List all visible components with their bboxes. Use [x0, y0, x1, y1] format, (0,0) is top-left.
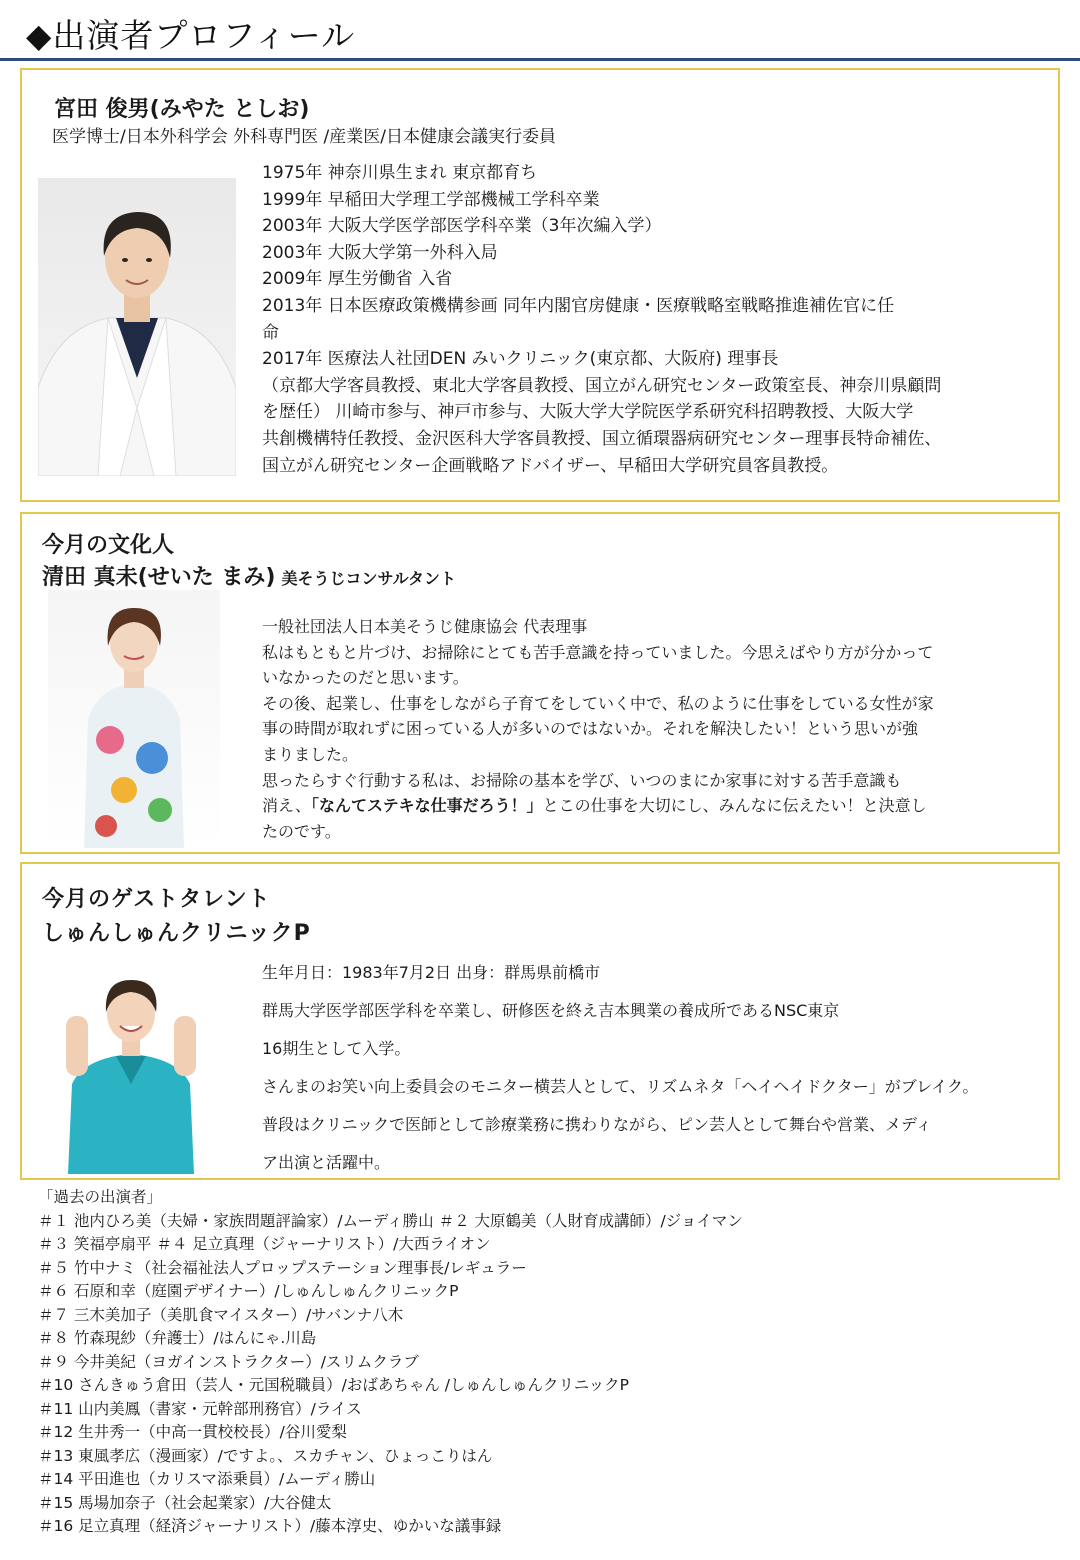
description-line: 生年月日：1983年7月2日 出身：群馬県前橋市 [262, 963, 601, 982]
woman-portrait-illustration [48, 590, 220, 848]
bio-line: 2013年 日本医療政策機構参画 同年内閣官房健康・医療戦略室戦略推進補佐官に任 [262, 295, 895, 316]
page-header [0, 0, 1080, 62]
list-item: ＃15 馬場加奈子（社会起業家）/大谷健太 [38, 1493, 332, 1512]
description-line: ア出演と活躍中。 [262, 1153, 391, 1172]
profile-card-miyata [20, 68, 1060, 502]
performer-name-line [42, 560, 456, 591]
list-item: ＃14 平田進也（カリスマ添乗員）/ムーディ勝山 [38, 1470, 376, 1488]
portrait-photo-miyata [38, 178, 236, 476]
performer-name: 清田 真未(せいた まみ) [42, 565, 276, 590]
bio-line: 1999年 早稲田大学理工学部機械工学科卒業 [262, 189, 600, 210]
bio-line: 2009年 厚生労働省 入省 [262, 269, 453, 290]
description-line: たのです。 [262, 821, 341, 841]
list-item: ＃13 東風孝広（漫画家）/ですよ。、スカチャン、ひょっこりはん [38, 1446, 493, 1465]
bio-line: 共創機構特任教授、金沢医科大学客員教授、国立循環器病研究センター理事長特命補佐、 [262, 428, 942, 449]
description-line: 私はもともと片づけ、お掃除にとても苦手意識を持っていました。今思えばやり方が分かって [262, 642, 934, 662]
description-line: まりました。 [262, 744, 359, 764]
bio-line: 1975年 神奈川県生まれ 東京都育ち [262, 163, 538, 183]
description-line [262, 793, 1022, 819]
list-item: ＃７ 三木美加子（美肌食マイスター）/サバンナ八木 [38, 1305, 404, 1324]
list-item: ＃５ 竹中ナミ（社会福祉法人プロップステーション理事長/レギュラー [38, 1258, 527, 1277]
bio-line: 2003年 大阪大学第一外科入局 [262, 242, 498, 263]
profile-description [262, 614, 1022, 844]
list-item: ＃12 生井秀一（中高一貫校校長）/谷川愛梨 [38, 1423, 347, 1441]
bio-line: 2003年 大阪大学医学部医学科卒業（3年次編入学） [262, 216, 662, 237]
bio-line: 国立がん研究センター企画戦略アドバイザー、早稲田大学研究員客員教授。 [262, 455, 839, 476]
list-item: ＃９ 今井美紀（ヨガインストラクター）/スリムクラブ [38, 1352, 419, 1371]
section-heading: 今月のゲストタレント [42, 887, 271, 912]
description-line: いなかったのだと思います。 [262, 668, 469, 688]
description-line: 普段はクリニックで医師として診療業務に携わりながら、ピン芸人として舞台や営業、メディ [262, 1115, 932, 1134]
list-item: ＃11 山内美鳳（書家・元幹部刑務官）/ライス [38, 1399, 362, 1418]
list-item: ＃16 足立真理（経済ジャーナリスト）/藤本淳史、ゆかいな議事録 [38, 1517, 502, 1535]
page-title: ◆出演者プロフィール [26, 16, 356, 55]
portrait-photo-seita [48, 590, 220, 848]
profile-card-shunshun [20, 862, 1060, 1180]
bio-line: を歴任） 川崎市参与、神戸市参与、大阪大学大学院医学系研究科招聘教授、大阪大学 [262, 402, 914, 423]
past-performers-list [38, 1186, 1058, 1539]
biography-timeline [262, 160, 1057, 479]
bio-line: （京都大学客員教授、東北大学客員教授、国立がん研究センター政策室長、神奈川県顧問 [262, 375, 942, 396]
description-line: さんまのお笑い向上委員会のモニター横芸人として、リズムネタ「ヘイヘイドクター」がブレイク。 [262, 1077, 979, 1096]
emphasis-quote: 「なんてステキな仕事だろう！」 [310, 796, 543, 816]
profile-description [262, 954, 1042, 1182]
performer-name: しゅんしゅんクリニックP [42, 921, 311, 946]
section-heading: 今月の文化人 [42, 533, 175, 558]
description-line: 16期生として入学。 [262, 1039, 411, 1058]
description-line: 群馬大学医学部医学科を卒業し、研修医を終え吉本興業の養成所であるNSC東京 [262, 1001, 840, 1020]
past-performers-heading: 「過去の出演者」 [38, 1188, 163, 1206]
description-line: その後、起業し、仕事をしながら子育てをしていく中で、私のように仕事をしている女性が家 [262, 693, 934, 713]
list-item: ＃８ 竹森現紗（弁護士）/はんにゃ.川島 [38, 1329, 317, 1347]
performer-role: 美そうじコンサルタント [281, 569, 456, 588]
text-segment: とこの仕事を大切にし、みんなに伝えたい！と決意し [542, 796, 927, 816]
profile-card-seita [20, 512, 1060, 854]
list-item: ＃６ 石原和幸（庭園デザイナー）/しゅんしゅんクリニックP [38, 1282, 459, 1300]
description-line: 一般社団法人日本美そうじ健康協会 代表理事 [262, 617, 588, 636]
comedian-portrait-illustration [58, 954, 204, 1174]
list-item: ＃10 さんきゅう倉田（芸人・元国税職員）/おばあちゃん /しゅんしゅんクリニックP [38, 1376, 629, 1394]
portrait-photo-shunshun [58, 954, 204, 1174]
performer-name: 宮田 俊男(みやた としお) [54, 97, 310, 122]
bio-line: 命 [262, 322, 279, 343]
title-divider [0, 58, 1080, 61]
description-line: 事の時間が取れずに困っている人が多いのではないか。それを解決したい！という思いが強 [262, 719, 919, 739]
doctor-portrait-illustration [38, 178, 236, 476]
list-item: ＃１ 池内ひろ美（夫婦・家族問題評論家）/ムーディ勝山 ＃２ 大原鶴美（人財育成講師）/ジョイマン [38, 1211, 743, 1230]
description-line: 思ったらすぐ行動する私は、お掃除の基本を学び、いつのまにか家事に対する苦手意識も [262, 770, 902, 790]
bio-line: 2017年 医療法人社団DEN みいクリニック(東京都、大阪府) 理事長 [262, 349, 779, 370]
performer-credentials: 医学博士/日本外科学会 外科専門医 /産業医/日本健康会議実行委員 [52, 127, 556, 147]
text-segment: 消え、 [262, 796, 311, 816]
list-item: ＃３ 笑福亭扇平 ＃４ 足立真理（ジャーナリスト）/大西ライオン [38, 1235, 491, 1253]
